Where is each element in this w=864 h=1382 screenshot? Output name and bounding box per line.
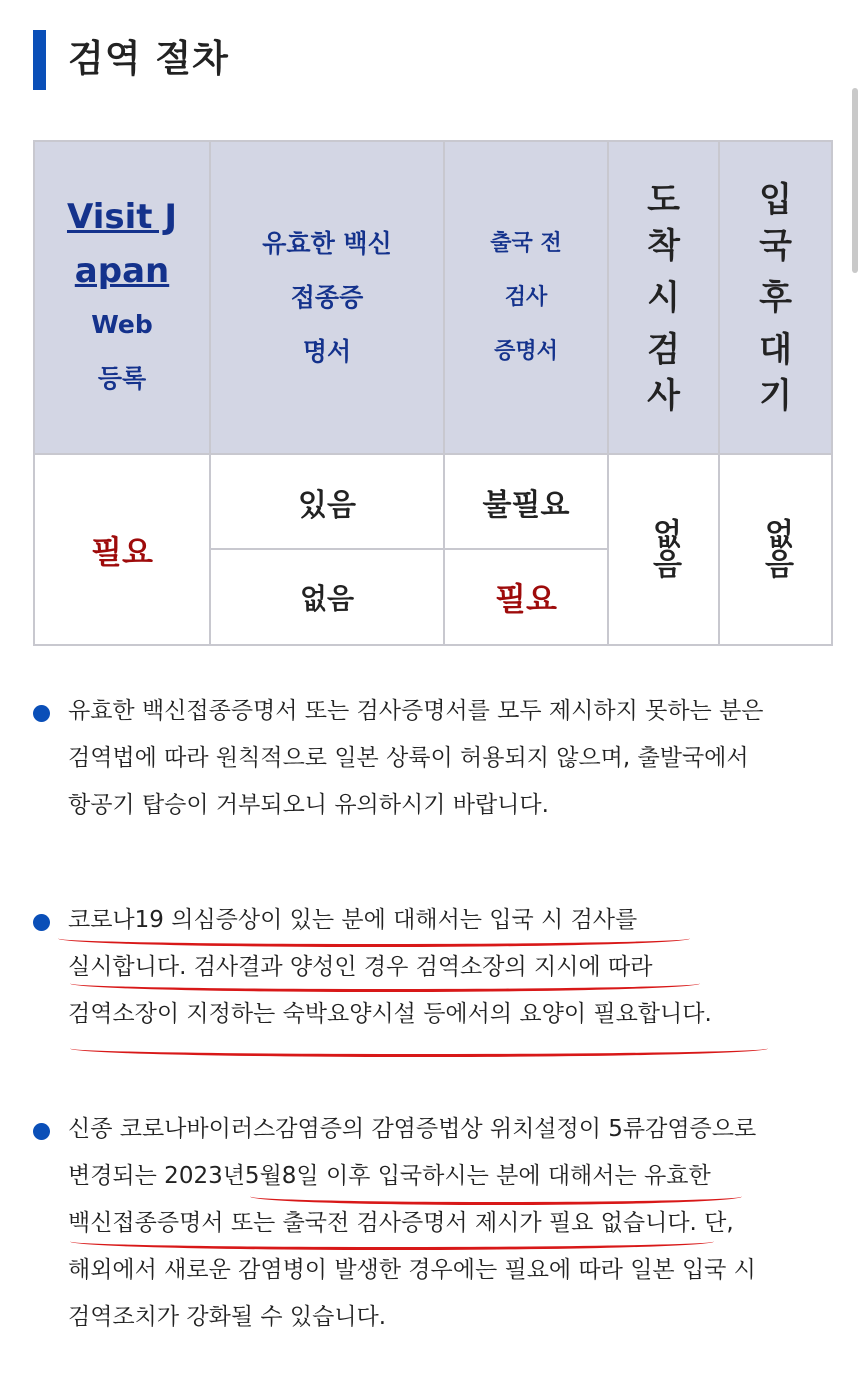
header-post-entry-wait <box>719 141 832 454</box>
header-text: 증명서 <box>494 338 558 364</box>
title-accent-bar <box>33 30 46 90</box>
cell-vaccine-no <box>210 549 444 645</box>
note-line: 검역조치가 강화될 수 있습니다. <box>68 1304 387 1330</box>
note-line: 검역소장이 지정하는 숙박요양시설 등에서의 요양이 필요합니다. <box>68 1001 712 1027</box>
cell-value: 있음 <box>298 487 356 523</box>
header-char: 도 <box>647 179 680 220</box>
header-char: 시 <box>647 277 680 318</box>
header-text: 출국 전 <box>490 230 562 256</box>
visit-japan-link[interactable]: Visit J <box>66 196 177 237</box>
note-line: 항공기 탑승이 거부되오니 유의하시기 바랍니다. <box>68 792 549 818</box>
register-label: 등록 <box>97 363 147 393</box>
cell-vaccine-yes <box>210 454 444 549</box>
note-line: 해외에서 새로운 감염병이 발생한 경우에는 필요에 따라 일본 입국 시 <box>68 1257 756 1283</box>
note-line: 검역법에 따라 원칙적으로 일본 상륙이 허용되지 않으며, 출발국에서 <box>68 745 749 771</box>
header-text: 검사 <box>504 284 548 310</box>
cell-value: 불필요 <box>482 487 570 523</box>
scrollbar[interactable] <box>852 88 858 273</box>
note-line: 유효한 백신접종증명서 또는 검사증명서를 모두 제시하지 못하는 분은 <box>68 698 764 724</box>
bullet-dot <box>33 705 50 722</box>
cell-post-entry-none <box>719 454 832 645</box>
header-char: 입 <box>759 179 792 220</box>
bullet-dot <box>33 914 50 931</box>
red-underline <box>70 1233 714 1250</box>
red-underline <box>250 1188 742 1205</box>
table-header-row <box>34 141 832 454</box>
cell-test-not-required <box>444 454 608 549</box>
header-char: 후 <box>759 277 792 318</box>
header-char: 검 <box>647 329 680 370</box>
note-line: 코로나19 의심증상이 있는 분에 대해서는 입국 시 검사를 <box>68 907 638 933</box>
red-underline <box>58 930 690 947</box>
header-char: 국 <box>759 225 792 266</box>
visit-japan-link-cont[interactable]: apan <box>74 250 170 291</box>
note-line: 실시합니다. 검사결과 양성인 경우 검역소장의 지시에 따라 <box>68 954 653 980</box>
note-line: 백신접종증명서 또는 출국전 검사증명서 제시가 필요 없습니다. 단, <box>68 1210 734 1236</box>
cell-arrival-test-none <box>608 454 719 645</box>
header-vaccine-cert <box>210 141 444 454</box>
bullet-dot <box>33 1123 50 1140</box>
required-value: 필요 <box>495 580 557 618</box>
header-visit-japan[interactable] <box>34 141 210 454</box>
note-line: 변경되는 2023년5월8일 이후 입국하시는 분에 대해서는 유효한 <box>68 1163 711 1189</box>
table-row <box>34 454 832 549</box>
cell-value: 없음 <box>646 517 682 578</box>
red-underline <box>70 1040 768 1057</box>
header-pre-departure-test <box>444 141 608 454</box>
cell-test-required <box>444 549 608 645</box>
web-label: Web <box>91 309 153 339</box>
header-char: 사 <box>647 375 680 416</box>
header-text: 유효한 백신 <box>262 228 392 258</box>
header-char: 기 <box>759 375 792 416</box>
cell-value: 없음 <box>758 517 794 578</box>
note-line: 신종 코로나바이러스감염증의 감염증법상 위치설정이 5류감염증으로 <box>68 1116 757 1142</box>
required-value: 필요 <box>91 532 153 571</box>
header-arrival-test <box>608 141 719 454</box>
cell-value: 없음 <box>299 582 355 615</box>
red-underline <box>70 975 700 992</box>
quarantine-table <box>33 140 833 646</box>
header-char: 대 <box>759 329 792 370</box>
page-title: 검역 절차 <box>68 37 229 80</box>
header-char: 착 <box>647 225 680 266</box>
header-text: 명서 <box>302 336 352 366</box>
header-text: 접종증 <box>290 282 364 312</box>
cell-visit-japan-required <box>34 454 210 645</box>
